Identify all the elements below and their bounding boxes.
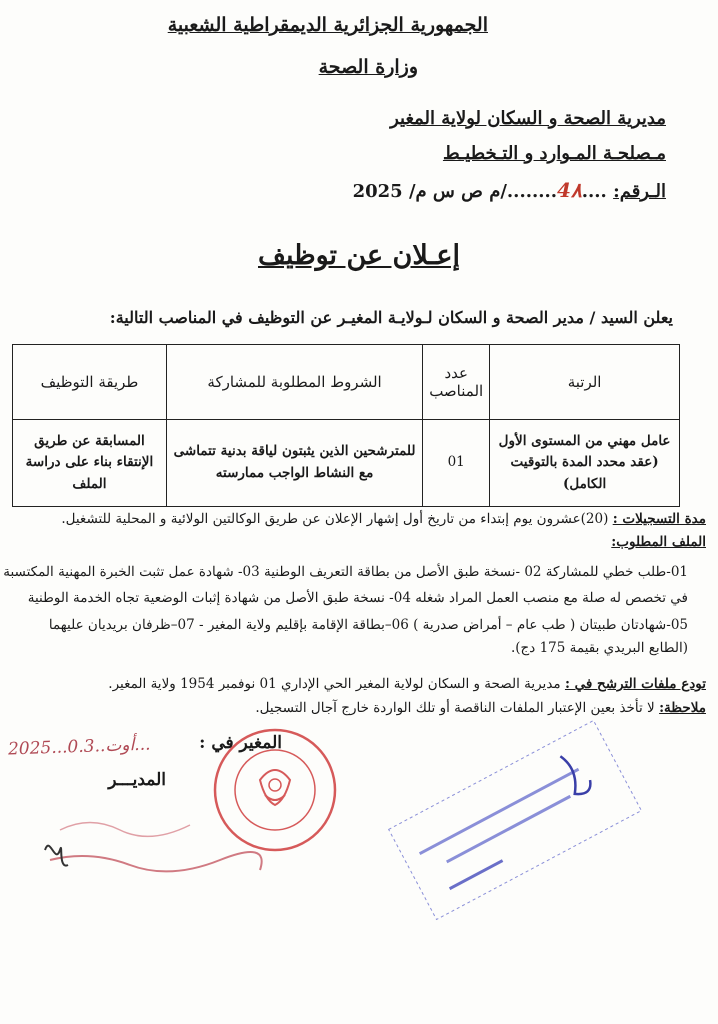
intro-paragraph: يعلن السيد / مدير الصحة و السكان لـولايـة المغيـر عن التوظيف في المناصب التالية: — [109, 308, 673, 327]
service-name: مـصلحـة المـوارد و التـخطيـط — [442, 143, 666, 164]
note-label: ملاحظة: — [659, 700, 706, 716]
file-item: 05-شهادتان طبيتان ( طب عام – أمراض صدرية ) 06–بطاقة الإقامة بإقليم ولاية المغير - 07–ظرفان بريديان عليهما — [48, 617, 688, 633]
reference-handwritten: 4٨ — [557, 178, 582, 202]
cell-conditions: للمترشحين الذين يثبتون لياقة بدنية تتماشى مع النشاط الواجب ممارسته — [166, 420, 422, 507]
registration-period — [12, 511, 706, 527]
reference-label: الـرقم: — [613, 181, 666, 202]
header-count: عدد المناصب — [423, 345, 490, 420]
director-signature — [40, 800, 270, 890]
file-label: الملف المطلوب: — [611, 534, 706, 550]
header-method: طريقة التوظيف — [13, 345, 167, 420]
signature-place: المغير في : — [199, 733, 282, 753]
directorate-name: مديرية الصحة و السكان لولاية المغير — [390, 108, 666, 129]
registration-label: مدة التسجيلات : — [612, 511, 706, 527]
signature-date-handwritten: 2025...أوت..0.3... — [7, 734, 151, 760]
page-title: إعـلان عن توظيف — [258, 240, 460, 271]
reference-number — [353, 178, 666, 202]
cell-count: 01 — [423, 420, 490, 507]
deposit-label: تودع ملفات الترشح في : — [564, 676, 706, 692]
registration-text: (20)عشرون يوم إبتداء من تاريخ أول إشهار الإعلان عن طريق الوكالتين الولائية و المحلية للتشغيل. — [61, 511, 609, 527]
header-rank: الرتبة — [490, 345, 680, 420]
ministry-heading: وزارة الصحة — [318, 56, 418, 78]
cell-method: المسابقة عن طريق الإنتقاء بناء على دراسة الملف — [13, 420, 167, 507]
reference-rest: ......../م ص س م/ 2025 — [352, 181, 558, 202]
republic-heading: الجمهورية الجزائرية الديمقراطية الشعبية — [167, 14, 488, 36]
header-conditions: الشروط المطلوبة للمشاركة — [166, 345, 422, 420]
file-item: في تخصص له صلة مع منصب العمل المراد شغله 04- نسخة طبق الأصل من شهادة إثبات الوضعية تجاه الخدمة الوطنية — [27, 590, 688, 606]
reference-dots: .... — [581, 181, 607, 202]
file-item: (الطابع البريدي بقيمة 175 دج). — [511, 640, 688, 656]
deposit-location — [12, 676, 706, 692]
registration-stamp — [383, 715, 647, 925]
table-header-row — [13, 345, 680, 420]
positions-table — [12, 344, 680, 507]
deposit-text: مديرية الصحة و السكان لولاية المغير الحي الإداري 01 نوفمبر 1954 ولاية المغير. — [108, 676, 561, 692]
table-row — [13, 420, 680, 507]
cell-rank: عامل مهني من المستوى الأول (عقد محدد المدة بالتوقيت الكامل) — [490, 420, 680, 507]
note — [12, 700, 706, 716]
required-file-heading — [12, 534, 706, 550]
note-text: لا تأخذ بعين الإعتبار الملفات الناقصة أو تلك الواردة خارج آجال التسجيل. — [255, 700, 655, 716]
file-item: 01-طلب خطي للمشاركة 02 -نسخة طبق الأصل من بطاقة التعريف الوطنية 03- شهادة عمل تثبت الخبرة المهنية المكتسبة — [3, 564, 688, 580]
director-title: المديـــر — [108, 770, 166, 790]
